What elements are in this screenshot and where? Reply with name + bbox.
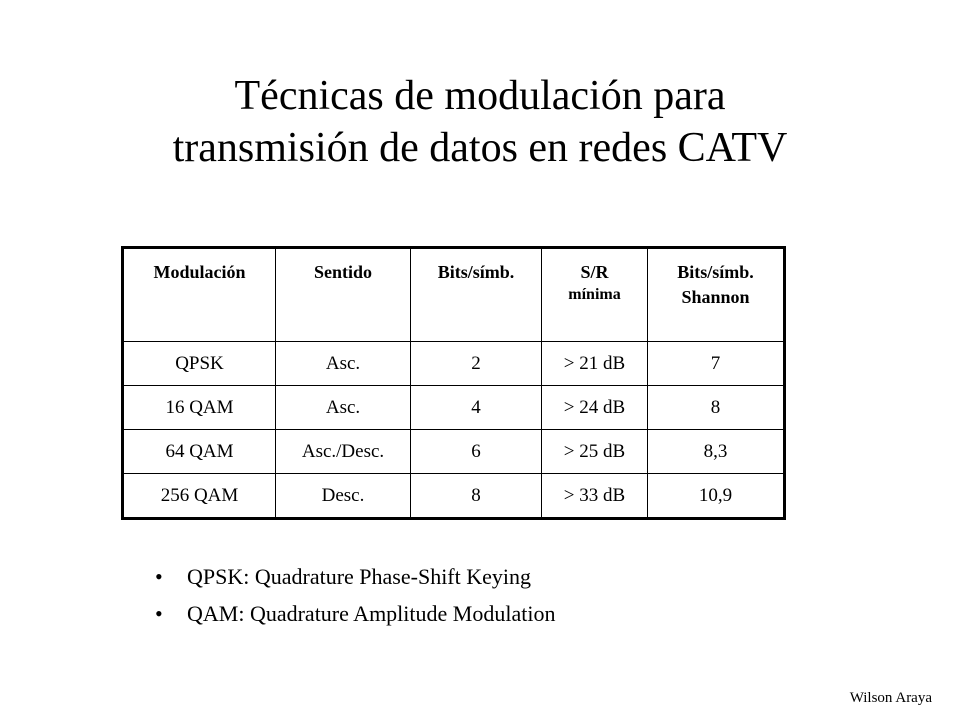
header-sr-min-line-2: mínima	[568, 286, 621, 303]
cell-bits: 4	[411, 386, 542, 430]
cell-modulation: 256 QAM	[123, 474, 276, 519]
cell-sr: > 25 dB	[542, 430, 648, 474]
cell-sr: > 24 dB	[542, 386, 648, 430]
header-direction: Sentido	[276, 248, 411, 342]
bullet-icon: •	[155, 564, 163, 589]
cell-bits: 6	[411, 430, 542, 474]
header-shannon	[648, 248, 785, 342]
author-footer: Wilson Araya	[849, 690, 932, 706]
slide-title-line-1: Técnicas de modulación para	[234, 73, 726, 119]
cell-direction: Desc.	[276, 474, 411, 519]
table-row	[123, 386, 785, 430]
cell-shannon: 7	[648, 342, 785, 386]
table-header-row	[123, 248, 785, 342]
note-text: QAM: Quadrature Amplitude Modulation	[187, 601, 556, 626]
cell-bits: 8	[411, 474, 542, 519]
cell-bits: 2	[411, 342, 542, 386]
slide-title	[0, 70, 960, 174]
header-shannon-line-1: Bits/símb.	[677, 262, 754, 282]
header-bits-symbol: Bits/símb.	[411, 248, 542, 342]
note-text: QPSK: Quadrature Phase-Shift Keying	[187, 564, 532, 589]
cell-sr: > 21 dB	[542, 342, 648, 386]
modulation-table	[121, 246, 786, 520]
cell-direction: Asc./Desc.	[276, 430, 411, 474]
cell-modulation: 64 QAM	[123, 430, 276, 474]
list-item	[155, 595, 555, 632]
cell-sr: > 33 dB	[542, 474, 648, 519]
cell-modulation: QPSK	[123, 342, 276, 386]
bullet-icon: •	[155, 601, 163, 626]
notes-list	[155, 558, 555, 632]
cell-direction: Asc.	[276, 342, 411, 386]
table-row	[123, 430, 785, 474]
table-row	[123, 342, 785, 386]
slide-title-line-2: transmisión de datos en redes CATV	[172, 125, 788, 171]
list-item	[155, 558, 555, 595]
table-row	[123, 474, 785, 519]
header-sr-min-line-1: S/R	[580, 262, 609, 282]
cell-shannon: 10,9	[648, 474, 785, 519]
cell-shannon: 8,3	[648, 430, 785, 474]
header-modulation: Modulación	[123, 248, 276, 342]
cell-shannon: 8	[648, 386, 785, 430]
cell-direction: Asc.	[276, 386, 411, 430]
cell-modulation: 16 QAM	[123, 386, 276, 430]
header-shannon-line-2: Shannon	[681, 287, 750, 307]
header-sr-min	[542, 248, 648, 342]
